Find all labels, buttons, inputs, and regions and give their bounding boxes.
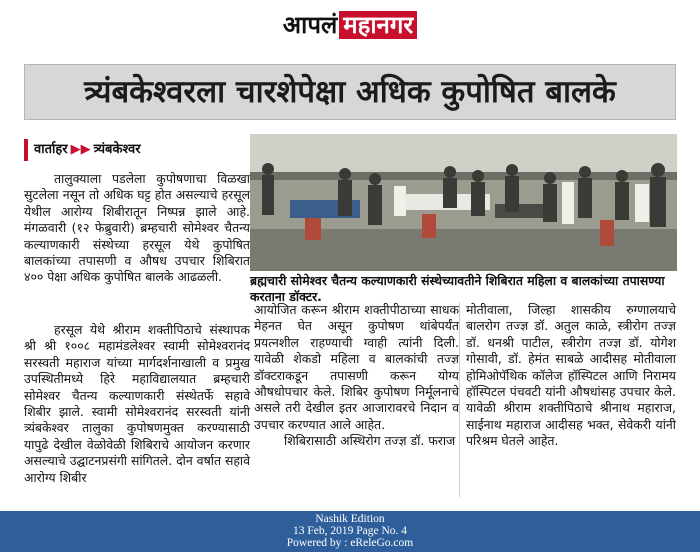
article-col2 (254, 302, 459, 450)
headline-banner (24, 64, 676, 120)
article-paragraph: शिबिरासाठी अस्थिरोग तज्ज्ञ डॉ. फराज (284, 433, 456, 449)
article-col1-para2 (24, 322, 250, 486)
article-paragraph: मोतीवाला, जिल्हा शासकीय रुग्णालयाचे बालरोग तज्ज्ञ डॉ. अतुल काळे, स्त्रीरोग तज्ज्ञ डॉ. धनश्री पाटील, स्त्रीरोग तज्ज्ञ डॉ. योगेश गोसावी, डॉ. हेमंत साबळे आदीसह मोतीवाला होमिओपॅथिक कॉलेज हॉस्पिटल आणि निरामय हॉस्पिटल पंचवटी यांनी औषधांसह उपचार केले. यावेळी श्रीराम शक्तीपिठाचे श्रीनाथ महाराज, साईनाथ महाराज आदीसह भक्त, सेवेकरी यांनी परिश्रम घेतले आहेत. (466, 302, 676, 449)
article-paragraph: आयोजित करून श्रीराम शक्तीपीठाच्या साधक मेहनत घेत असून कुपोषण थांबेपर्यंत प्रयत्नशील राहण्याची ग्वाही त्यांनी दिली. यावेळी शेकडो महिला व बालकांची तज्ज्ञ डॉक्टराकडून तपासणी करून योग्य औषधोपचार केले. शिबिर कुपोषण निर्मूलनाचे असले तरी देखील इतर आजारावरचे निदान व उपचार करण्यात आले आहेत. (254, 302, 459, 432)
article-col3 (466, 302, 676, 450)
column-divider (459, 302, 460, 497)
byline-author: वार्ताहर (34, 142, 68, 157)
headline: त्र्यंबकेश्वरला चारशेपेक्षा अधिक कुपोषित बालके (84, 74, 616, 110)
footer-date-page: 13 Feb, 2019 Page No. 4 (292, 525, 408, 537)
masthead-part1: आपलं (282, 11, 338, 39)
medical-camp-photo (250, 134, 677, 271)
footer-powered-by[interactable]: Powered by : eReleGo.com (286, 537, 414, 549)
masthead-part2: महानगर (339, 11, 417, 39)
footer (0, 511, 700, 552)
news-photo (250, 134, 677, 271)
byline-arrows-icon: ▶▶ (70, 142, 91, 157)
article-col1-para1 (24, 171, 250, 286)
footer-edition: Nashik Edition (315, 513, 385, 525)
article-paragraph: हरसूल येथे श्रीराम शक्तीपिठाचे संस्थापक श्री श्री १००८ महामंडलेश्वर स्वामी सोमेश्वरानंद सरस्वती महाराज यांच्या मार्गदर्शनाखाली व प्रमुख उपस्थितीमध्ये हिरे महाविद्यालयात ब्रम्हचारी सोमेश्वर चैतन्य कल्याणकारी संस्थेतर्फे सहावे शिबीर झाले. स्वामी सोमेश्वरानंद सरस्वती यांनी त्र्यंबकेश्वर तालुका कुपोषणमुक्त करण्यासाठी यापुढे देखील वेळोवेळी शिबिराचे आयोजन करणार असल्याचे उद्घाटनप्रसंगी सांगितले. दोन वर्षात सहावे आरोग्य शिबीर (24, 322, 250, 485)
photo-caption: ब्रह्मचारी सोमेश्वर चैतन्य कल्याणकारी संस्थेच्यावतीने शिबिरात महिला व बालकांच्या तपासण्या करताना डॉक्टर. (250, 273, 665, 304)
byline (24, 139, 141, 161)
masthead (0, 0, 700, 44)
byline-place: त्र्यंबकेश्वर (93, 142, 141, 157)
article-paragraph: तालुक्याला पडलेला कुपोषणाचा विळखा सुटलेला नसून तो अधिक घट्ट होत असल्याचे हरसूल येथील आरोग्य शिबीरातून निष्पन्न झाले आहे. मंगळवारी (१२ फेब्रुवारी) ब्रम्हचारी सोमेश्वर चैतन्य कल्याणकारी संस्थेच्या हरसूल येथे कुपोषित बालकांच्या तपासणी व औषध उपचार शिबिरात ४०० पेक्षा अधिक कुपोषित बालके आढळली. (24, 171, 250, 285)
